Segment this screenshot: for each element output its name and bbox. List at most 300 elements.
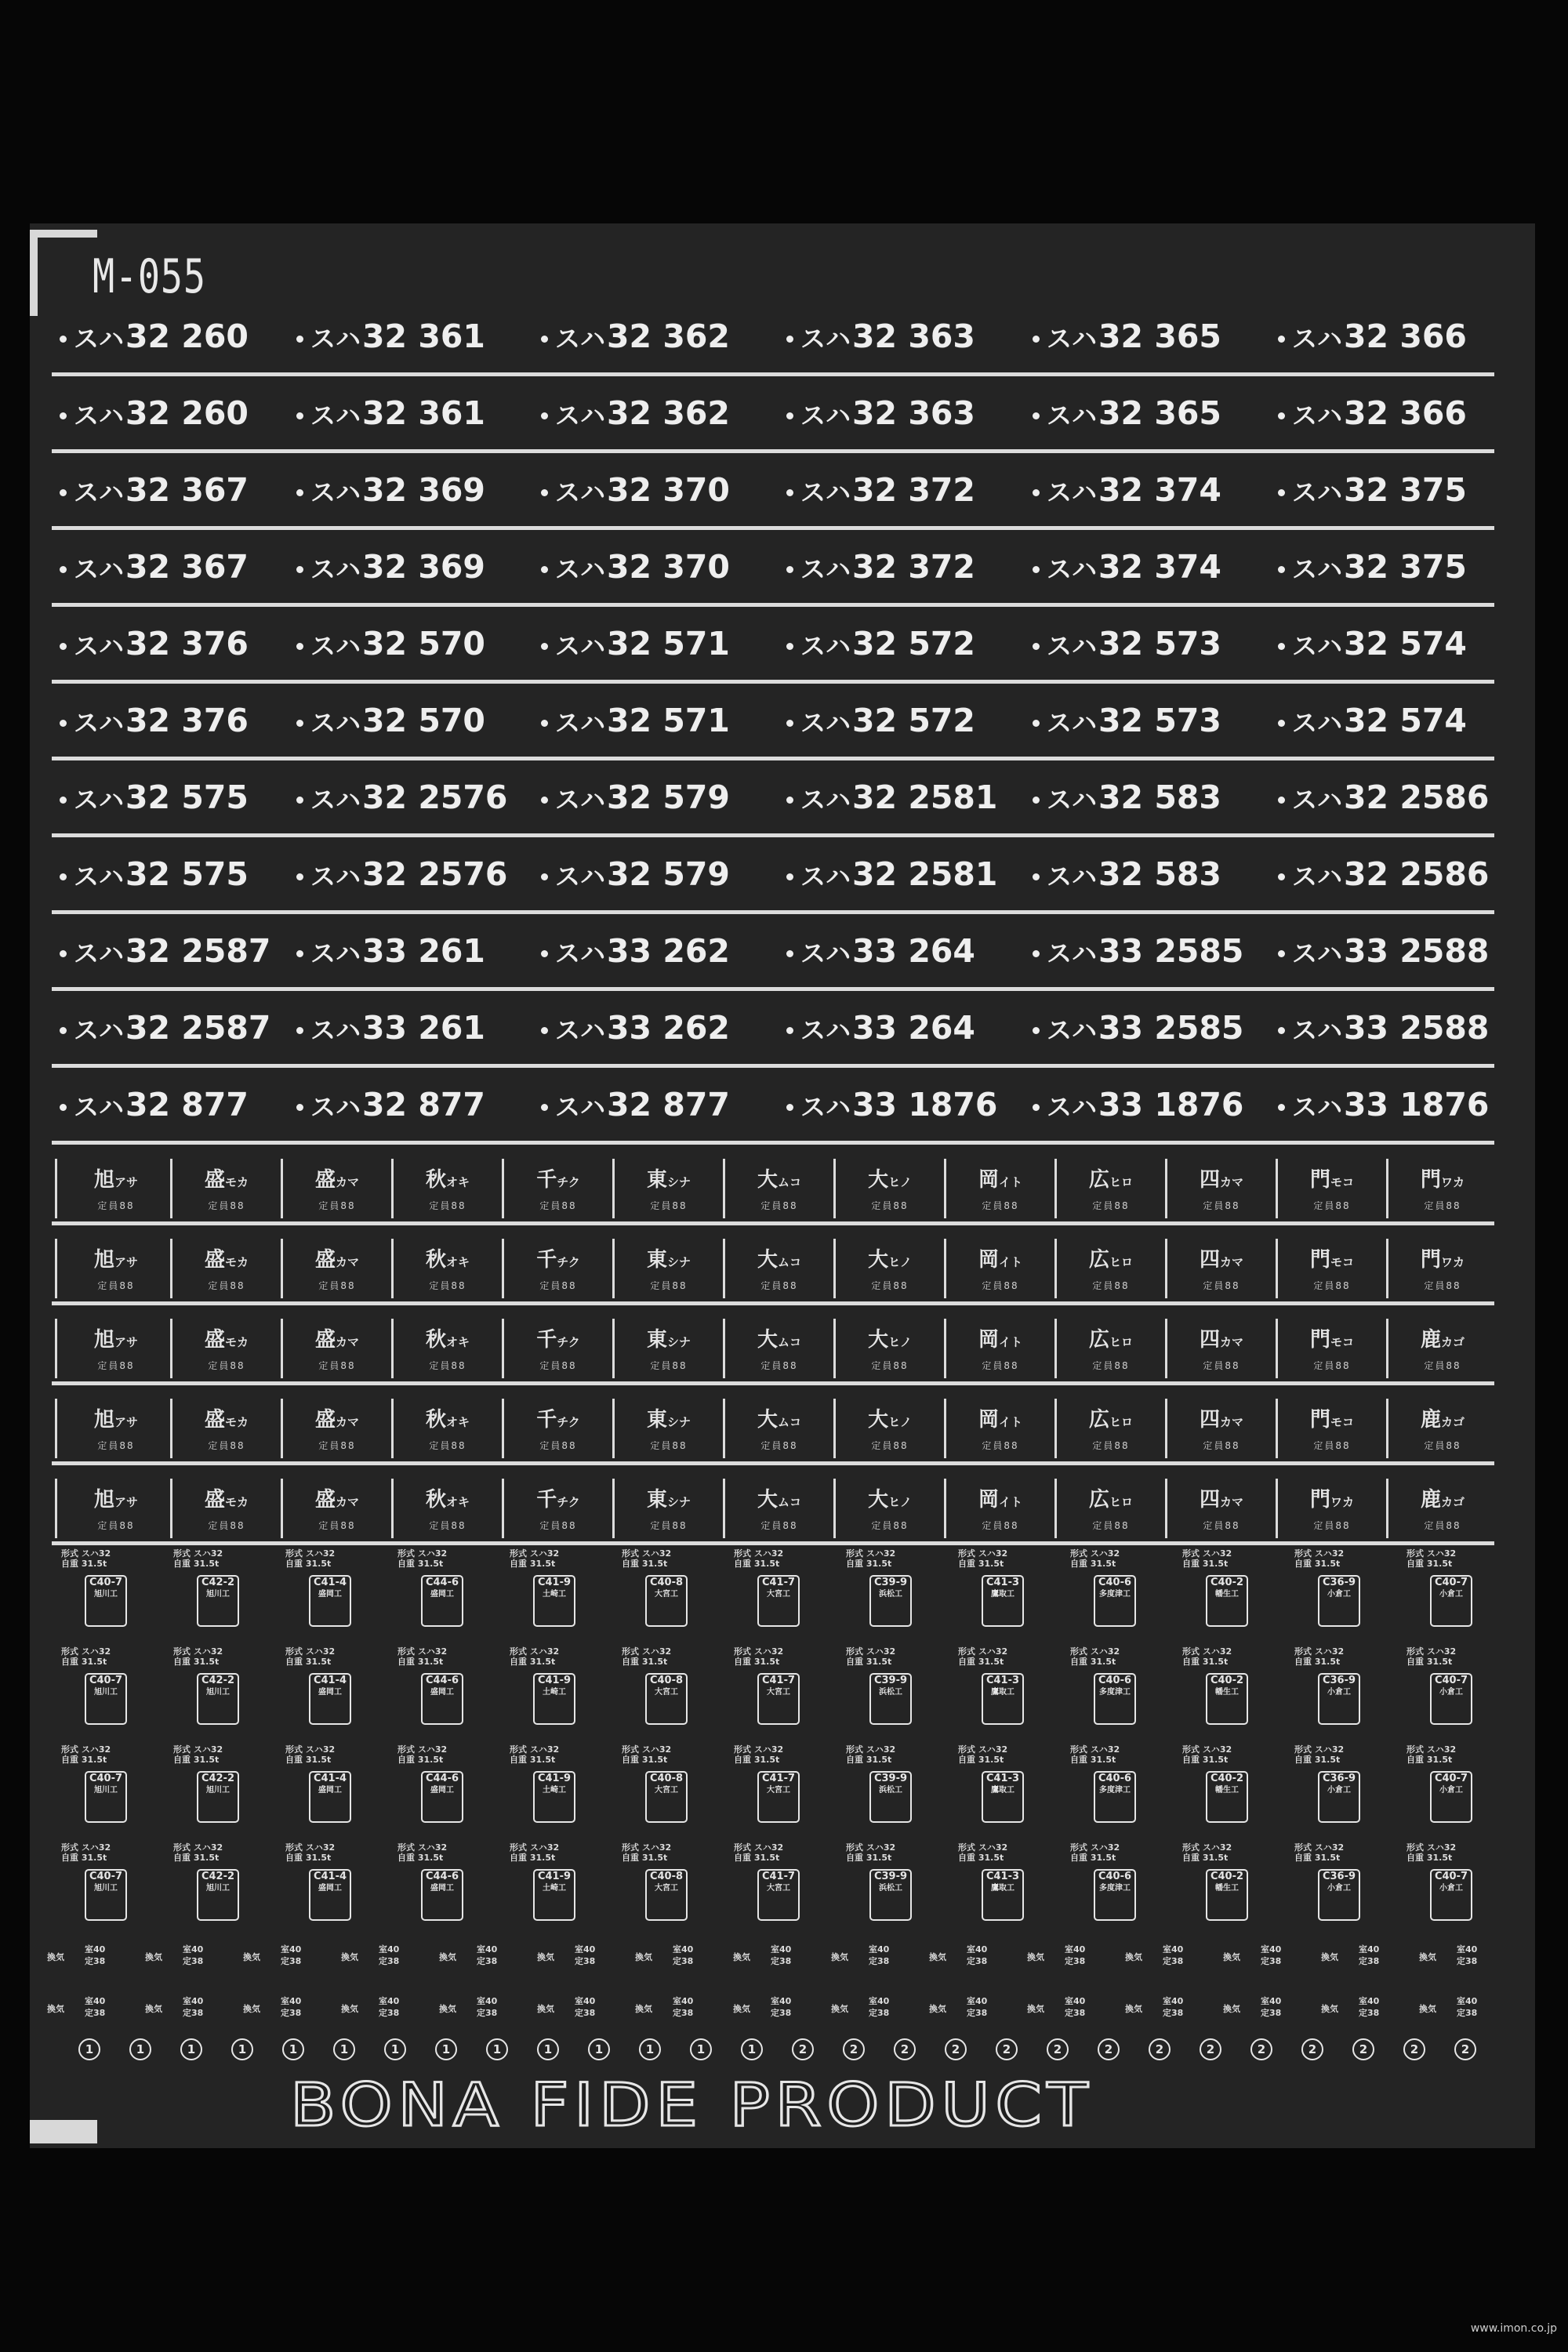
bullet-dot — [786, 797, 793, 804]
builder-plate-box — [1206, 1575, 1248, 1627]
builder-plate — [1406, 1744, 1482, 1837]
depot-code: カマ — [1220, 1495, 1244, 1509]
bullet-dot — [541, 720, 548, 727]
car-class-text: スハ — [1047, 477, 1098, 507]
plate-letter: C — [649, 1871, 658, 1882]
depot-code: チク — [557, 1255, 580, 1269]
car-number-label — [1278, 1009, 1489, 1047]
plate-year: 36-9 — [1330, 1871, 1356, 1882]
car-number-text: 32 361 — [362, 318, 485, 355]
bullet-dot — [1033, 873, 1040, 880]
car-number-text: 32 570 — [362, 625, 485, 662]
car-type-text: 形式 スハ32 — [173, 1548, 223, 1559]
car-number-label — [541, 394, 730, 432]
small-mark: 室40 — [183, 1996, 204, 2006]
depot-code: イト — [999, 1175, 1023, 1189]
depot-abbreviation: 旭アサ — [93, 1488, 139, 1512]
depot-code: カマ — [336, 1335, 360, 1349]
plate-year: 40-8 — [657, 1871, 684, 1882]
depot-abbreviation: 旭アサ — [93, 1168, 139, 1192]
depot-abbreviation: 広ヒロ — [1088, 1488, 1134, 1512]
small-mark: 換気 — [145, 1952, 162, 1962]
depot-code: アサ — [114, 1175, 139, 1189]
car-number-label — [1278, 932, 1489, 970]
builder-plate-box — [1318, 1673, 1360, 1725]
plate-works: 土崎工 — [543, 1688, 566, 1697]
separator-line — [52, 680, 1494, 684]
circle-number-mark: 1 — [741, 2038, 763, 2060]
plate-year: 41-3 — [993, 1871, 1020, 1882]
depot-code: ヒノ — [888, 1255, 912, 1269]
car-number-text: 32 375 — [1344, 471, 1467, 509]
small-mark: 換気 — [439, 1952, 456, 1962]
car-number-text: 32 366 — [1344, 318, 1467, 355]
builder-plate-box — [869, 1575, 912, 1627]
plate-year: 39-9 — [881, 1577, 908, 1588]
separator-line — [52, 372, 1494, 376]
builder-plate — [61, 1548, 136, 1641]
plate-year: 40-7 — [1442, 1871, 1468, 1882]
depot-code: カマ — [336, 1415, 360, 1429]
builder-plate — [1294, 1744, 1370, 1837]
car-number-label — [541, 1009, 730, 1047]
depot-plate — [946, 1320, 1055, 1375]
builder-plate-box — [421, 1771, 463, 1823]
car-number-label — [296, 779, 507, 816]
depot-abbreviation: 門モコ — [1309, 1248, 1355, 1272]
car-class-text: スハ — [74, 401, 125, 430]
depot-plate — [282, 1240, 392, 1295]
plate-works: 旭川工 — [206, 1884, 230, 1893]
car-type-text: 形式 スハ32 — [285, 1744, 336, 1755]
depot-code: ムコ — [778, 1415, 802, 1429]
car-weight-text: 自重 31.5t — [173, 1559, 220, 1569]
car-type-text: 形式 スハ32 — [734, 1548, 784, 1559]
car-class-text: スハ — [74, 785, 125, 815]
depot-code: イト — [999, 1255, 1023, 1269]
car-class-text: スハ — [310, 401, 361, 430]
plate-divider — [281, 1479, 283, 1538]
bullet-dot — [1278, 797, 1285, 804]
car-type-text: 形式 スハ32 — [61, 1744, 111, 1755]
circle-number-mark: 2 — [1454, 2038, 1476, 2060]
depot-abbreviation: 広ヒロ — [1088, 1168, 1134, 1192]
depot-abbreviation: 四カマ — [1199, 1488, 1244, 1512]
car-number-label — [541, 702, 730, 739]
car-class-text: スハ — [555, 401, 606, 430]
small-mark: 換気 — [341, 2004, 358, 2014]
builder-plate — [173, 1842, 249, 1935]
depot-plate — [393, 1400, 503, 1455]
car-number-label — [1278, 318, 1467, 355]
builder-plate-box — [645, 1673, 688, 1725]
depot-code: ワカ — [1330, 1495, 1355, 1509]
car-class-text: スハ — [1047, 862, 1098, 891]
builder-plate-box — [1094, 1575, 1136, 1627]
capacity-text: 定員88 — [1313, 1520, 1351, 1531]
small-mark: 換気 — [341, 1952, 358, 1962]
depot-plate — [724, 1320, 834, 1375]
plate-works: 浜松工 — [879, 1688, 902, 1697]
car-number-text: 33 1876 — [1344, 1086, 1490, 1123]
car-weight-text: 自重 31.5t — [510, 1755, 556, 1765]
builder-plate — [846, 1548, 921, 1641]
plate-letter: C — [201, 1577, 209, 1588]
car-number-text: 32 579 — [607, 855, 730, 893]
depot-plate — [1167, 1320, 1276, 1375]
car-type-text: 形式 スハ32 — [1182, 1646, 1232, 1657]
car-number-label — [541, 318, 730, 355]
capacity-text: 定員88 — [1203, 1440, 1240, 1451]
plate-letter: C — [761, 1773, 770, 1784]
plate-divider — [1276, 1479, 1278, 1538]
bullet-dot — [786, 873, 793, 880]
bullet-dot — [1278, 489, 1285, 496]
depot-abbreviation: 広ヒロ — [1088, 1408, 1134, 1432]
depot-code: シナ — [667, 1415, 691, 1429]
plate-divider — [55, 1479, 57, 1538]
plate-year: 36-9 — [1330, 1675, 1356, 1686]
car-type-text: 形式 スハ32 — [1294, 1646, 1345, 1657]
plate-divider — [502, 1399, 504, 1458]
plate-divider — [502, 1159, 504, 1218]
depot-abbreviation: 四カマ — [1199, 1328, 1244, 1352]
depot-plate — [172, 1160, 281, 1215]
builder-plate-box — [1094, 1869, 1136, 1921]
capacity-text: 定員88 — [539, 1360, 577, 1371]
small-mark: 定38 — [967, 2008, 988, 2018]
car-number-text: 33 2585 — [1098, 1009, 1244, 1047]
depot-abbreviation: 門モコ — [1309, 1408, 1355, 1432]
small-mark: 室40 — [575, 1996, 596, 2006]
plate-letter: C — [537, 1675, 546, 1686]
plate-letter: C — [201, 1773, 209, 1784]
depot-abbreviation: 盛カマ — [314, 1168, 360, 1192]
plate-letter: C — [873, 1675, 882, 1686]
small-mark: 定38 — [85, 1956, 106, 1966]
builder-plate — [734, 1842, 809, 1935]
plate-letter: C — [89, 1871, 97, 1882]
plate-works: 大宮工 — [767, 1786, 790, 1795]
car-weight-text: 自重 31.5t — [958, 1559, 1004, 1569]
capacity-text: 定員88 — [97, 1200, 135, 1211]
car-weight-text: 自重 31.5t — [1070, 1853, 1116, 1863]
plate-year: 41-7 — [769, 1675, 796, 1686]
bullet-dot — [1033, 1027, 1040, 1034]
plate-divider — [281, 1239, 283, 1298]
depot-code: モカ — [225, 1495, 249, 1509]
builder-plate-box — [309, 1575, 351, 1627]
circle-number-mark: 1 — [78, 2038, 100, 2060]
builder-plate-box — [421, 1575, 463, 1627]
depot-code: モコ — [1330, 1335, 1355, 1349]
car-number-label — [60, 625, 249, 662]
depot-abbreviation: 盛モカ — [204, 1488, 249, 1512]
car-number-label — [60, 1009, 270, 1047]
capacity-text: 定員88 — [97, 1520, 135, 1531]
car-class-text: スハ — [555, 554, 606, 584]
depot-code: カマ — [336, 1175, 360, 1189]
plate-divider — [55, 1239, 57, 1298]
plate-year: 44-6 — [433, 1871, 459, 1882]
depot-abbreviation: 秋オキ — [425, 1488, 470, 1512]
car-class-text: スハ — [1292, 708, 1343, 738]
plate-works: 旭川工 — [94, 1884, 118, 1893]
plate-letter: C — [649, 1675, 658, 1686]
circle-number-mark: 1 — [435, 2038, 457, 2060]
car-number-text: 32 374 — [1098, 471, 1221, 509]
small-mark: 定38 — [183, 2008, 204, 2018]
builder-plate — [173, 1646, 249, 1739]
capacity-text: 定員88 — [1203, 1200, 1240, 1211]
car-number-text: 32 570 — [362, 702, 485, 739]
depot-code: チク — [557, 1495, 580, 1509]
car-type-text: 形式 スハ32 — [734, 1646, 784, 1657]
depot-code: ムコ — [778, 1335, 802, 1349]
car-number-text: 32 571 — [607, 702, 730, 739]
plate-works: 盛岡工 — [318, 1884, 342, 1893]
builder-plate — [958, 1842, 1033, 1935]
plate-works: 盛岡工 — [318, 1688, 342, 1697]
depot-plate — [1388, 1320, 1497, 1375]
depot-abbreviation: 盛カマ — [314, 1408, 360, 1432]
depot-abbreviation: 岡イト — [978, 1168, 1023, 1192]
small-mark: 換気 — [1125, 2004, 1142, 2014]
capacity-text: 定員88 — [539, 1280, 577, 1291]
car-number-label — [1033, 1009, 1243, 1047]
car-class-text: スハ — [74, 1015, 125, 1045]
capacity-text: 定員88 — [1313, 1360, 1351, 1371]
small-mark: 定38 — [477, 1956, 498, 1966]
plate-works: 小倉工 — [1327, 1688, 1351, 1697]
depot-code: カゴ — [1441, 1415, 1465, 1429]
small-mark: 室40 — [183, 1944, 204, 1955]
depot-abbreviation: 大ムコ — [757, 1328, 802, 1352]
depot-plate — [1388, 1400, 1497, 1455]
plate-letter: C — [985, 1675, 994, 1686]
car-class-text: スハ — [1047, 631, 1098, 661]
car-weight-text: 自重 31.5t — [1294, 1853, 1341, 1863]
car-number-label — [786, 1086, 997, 1123]
capacity-text: 定員88 — [318, 1440, 356, 1451]
small-mark: 換気 — [635, 1952, 652, 1962]
plate-works: 旭川工 — [94, 1786, 118, 1795]
separator-line — [52, 833, 1494, 837]
capacity-text: 定員88 — [1092, 1280, 1130, 1291]
car-number-text: 32 376 — [125, 702, 249, 739]
car-class-text: スハ — [555, 324, 606, 354]
depot-code: カマ — [336, 1495, 360, 1509]
small-mark: 室40 — [1065, 1944, 1086, 1955]
car-number-label — [296, 471, 485, 509]
car-number-label — [60, 1086, 249, 1123]
small-mark: 室40 — [379, 1996, 400, 2006]
plate-letter: C — [1322, 1577, 1330, 1588]
depot-plate — [1388, 1240, 1497, 1295]
depot-plate — [282, 1160, 392, 1215]
plate-divider — [833, 1159, 836, 1218]
depot-code: モカ — [225, 1335, 249, 1349]
depot-code: チク — [557, 1335, 580, 1349]
small-mark: 換気 — [1419, 1952, 1436, 1962]
depot-abbreviation: 大ヒノ — [868, 1248, 912, 1272]
car-type-text: 形式 スハ32 — [1070, 1744, 1120, 1755]
plate-divider — [391, 1399, 394, 1458]
car-type-text: 形式 スハ32 — [846, 1548, 896, 1559]
car-number-text: 33 2588 — [1344, 932, 1490, 970]
car-weight-text: 自重 31.5t — [285, 1755, 332, 1765]
small-mark: 定38 — [379, 2008, 400, 2018]
capacity-text: 定員88 — [760, 1280, 798, 1291]
capacity-text: 定員88 — [760, 1360, 798, 1371]
depot-abbreviation: 東シナ — [646, 1408, 691, 1432]
circle-number-mark: 2 — [1250, 2038, 1272, 2060]
car-weight-text: 自重 31.5t — [173, 1853, 220, 1863]
builder-plate-box — [197, 1869, 239, 1921]
plate-divider — [55, 1399, 57, 1458]
small-mark: 定38 — [183, 1956, 204, 1966]
circle-number-mark: 2 — [1301, 2038, 1323, 2060]
car-number-text: 32 2581 — [852, 855, 998, 893]
car-weight-text: 自重 31.5t — [61, 1755, 107, 1765]
depot-code: アサ — [114, 1495, 139, 1509]
depot-code: カマ — [1220, 1335, 1244, 1349]
car-class-text: スハ — [1047, 554, 1098, 584]
car-number-text: 32 366 — [1344, 394, 1467, 432]
plate-divider — [1054, 1239, 1057, 1298]
plate-divider — [502, 1479, 504, 1538]
car-type-text: 形式 スハ32 — [285, 1842, 336, 1853]
builder-plate — [285, 1646, 361, 1739]
capacity-text: 定員88 — [1092, 1520, 1130, 1531]
depot-code: ヒノ — [888, 1415, 912, 1429]
bullet-dot — [541, 873, 548, 880]
small-mark: 定38 — [967, 1956, 988, 1966]
builder-plate-box — [309, 1673, 351, 1725]
depot-code: オキ — [446, 1495, 470, 1509]
small-mark: 室40 — [281, 1996, 302, 2006]
bullet-dot — [1278, 566, 1285, 573]
car-number-text: 32 572 — [852, 702, 975, 739]
car-weight-text: 自重 31.5t — [61, 1853, 107, 1863]
car-type-text: 形式 スハ32 — [622, 1646, 672, 1657]
depot-plate — [1056, 1160, 1166, 1215]
plate-letter: C — [1434, 1577, 1443, 1588]
small-mark: 定38 — [1359, 1956, 1380, 1966]
capacity-text: 定員88 — [982, 1280, 1019, 1291]
depot-plate — [946, 1240, 1055, 1295]
car-number-text: 32 370 — [607, 471, 730, 509]
depot-plate — [1056, 1240, 1166, 1295]
circle-number-mark: 2 — [894, 2038, 916, 2060]
depot-plate — [61, 1480, 171, 1535]
car-weight-text: 自重 31.5t — [285, 1657, 332, 1667]
plate-year: 42-2 — [209, 1675, 235, 1686]
small-mark: 換気 — [1223, 2004, 1240, 2014]
plate-year: 41-4 — [321, 1675, 347, 1686]
depot-code: カゴ — [1441, 1495, 1465, 1509]
depot-code: イト — [999, 1335, 1023, 1349]
builder-plate-box — [1318, 1869, 1360, 1921]
car-class-text: スハ — [74, 324, 125, 354]
plate-divider — [1054, 1399, 1057, 1458]
car-number-label — [786, 318, 975, 355]
separator-line — [52, 526, 1494, 530]
plate-year: 40-7 — [96, 1675, 123, 1686]
car-number-label — [786, 855, 997, 893]
plate-year: 36-9 — [1330, 1577, 1356, 1588]
car-class-text: スハ — [800, 631, 851, 661]
plate-divider — [1165, 1239, 1167, 1298]
car-number-label — [1278, 855, 1489, 893]
plate-year: 41-7 — [769, 1871, 796, 1882]
separator-line — [52, 757, 1494, 760]
car-number-label — [60, 548, 249, 586]
car-class-text: スハ — [1047, 1092, 1098, 1122]
plate-letter: C — [985, 1773, 994, 1784]
depot-abbreviation: 門ワカ — [1309, 1488, 1355, 1512]
car-number-text: 32 575 — [125, 779, 249, 816]
capacity-text: 定員88 — [208, 1200, 245, 1211]
car-number-text: 32 877 — [362, 1086, 485, 1123]
circle-number-mark: 1 — [639, 2038, 661, 2060]
builder-plate-box — [1206, 1869, 1248, 1921]
car-type-text: 形式 スハ32 — [397, 1744, 448, 1755]
car-weight-text: 自重 31.5t — [622, 1853, 668, 1863]
plate-letter: C — [761, 1675, 770, 1686]
car-number-text: 32 583 — [1098, 779, 1221, 816]
plate-works: 盛岡工 — [318, 1786, 342, 1795]
circle-number-mark: 2 — [1403, 2038, 1425, 2060]
circle-number-mark: 2 — [792, 2038, 814, 2060]
small-mark: 換気 — [47, 1952, 64, 1962]
small-mark: 換気 — [929, 1952, 946, 1962]
depot-code: ムコ — [778, 1175, 802, 1189]
builder-plate-box — [645, 1575, 688, 1627]
plate-year: 42-2 — [209, 1577, 235, 1588]
circle-number-mark: 1 — [231, 2038, 253, 2060]
car-number-text: 32 361 — [362, 394, 485, 432]
small-mark: 室40 — [1359, 1996, 1380, 2006]
car-class-text: スハ — [310, 938, 361, 968]
plate-divider — [281, 1159, 283, 1218]
car-class-text: スハ — [310, 1092, 361, 1122]
plate-works: 浜松工 — [879, 1786, 902, 1795]
bullet-dot — [60, 797, 67, 804]
separator-line — [52, 449, 1494, 453]
small-mark: 室40 — [1163, 1996, 1184, 2006]
bullet-dot — [541, 566, 548, 573]
car-number-text: 33 1876 — [1098, 1086, 1244, 1123]
builder-plate — [510, 1548, 585, 1641]
builder-plate — [61, 1744, 136, 1837]
depot-code: カゴ — [1441, 1335, 1465, 1349]
small-mark: 換気 — [1321, 1952, 1338, 1962]
bullet-dot — [296, 797, 303, 804]
depot-plate — [614, 1320, 724, 1375]
depot-abbreviation: 千チク — [536, 1408, 580, 1432]
builder-plate-box — [757, 1673, 800, 1725]
bullet-dot — [296, 566, 303, 573]
plate-letter: C — [1098, 1871, 1106, 1882]
capacity-text: 定員88 — [1313, 1440, 1351, 1451]
depot-plate — [724, 1480, 834, 1535]
car-weight-text: 自重 31.5t — [285, 1853, 332, 1863]
builder-plate-box — [869, 1673, 912, 1725]
circle-number-mark: 1 — [588, 2038, 610, 2060]
car-type-text: 形式 スハ32 — [622, 1548, 672, 1559]
car-class-text: スハ — [1047, 401, 1098, 430]
